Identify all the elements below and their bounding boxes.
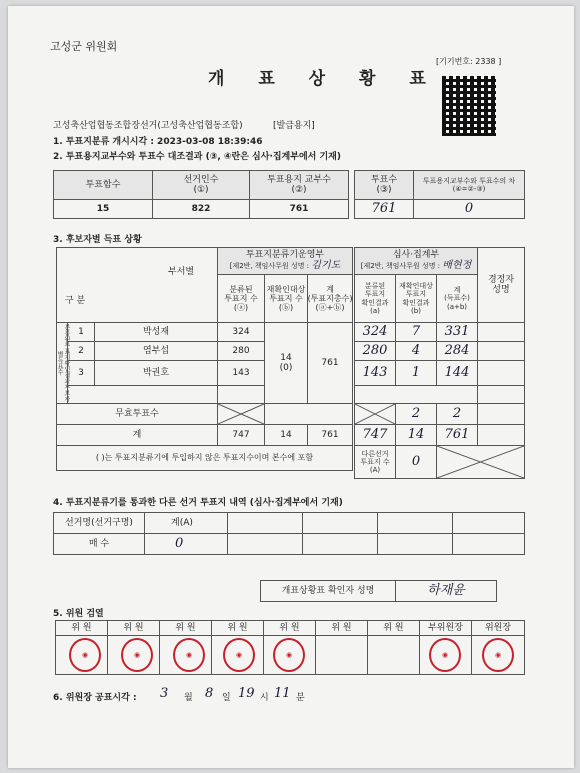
section-4-label: 4. 투표지분류기를 통과한 다른 선거 투표지 내역 (심사·집계부에서 기재): [53, 498, 343, 508]
s3-total-sorted: 747: [217, 424, 265, 446]
s5-header-6: 위 원: [315, 620, 368, 636]
s4-row1-col4: [302, 512, 378, 534]
s2-value-boxes: 15: [53, 199, 153, 219]
s3-review-title: 심사·집계부: [392, 250, 440, 261]
page-title: 개 표 상 황 표: [208, 69, 440, 89]
s4-row1-col5: [377, 512, 453, 534]
s3-other-cross: [436, 445, 525, 479]
seal-stamp-2: ◉: [121, 638, 153, 672]
s3-machine-signer: 김기도: [311, 260, 341, 272]
review-invalid-total: 2: [436, 403, 478, 425]
s3-invalid-label: 무효투표수: [56, 403, 218, 425]
s3-other-label: 다른선거 투표지 수 (A): [354, 445, 396, 479]
s3-other-hand: 0: [395, 445, 437, 479]
announce-month: 월: [184, 693, 193, 703]
s3-col-check-b: 재확인대상 투표지 확인결과 (b): [395, 274, 437, 323]
s4-row1-col3: [227, 512, 303, 534]
cross-mark-icon: [355, 404, 395, 424]
cand-3-hand-a: 143: [354, 360, 396, 386]
s3-col-check-total: 계 (득표수) (a+b): [436, 274, 478, 323]
s5-header-9: 위원장: [471, 620, 525, 636]
cand-3-hand-total: 144: [436, 360, 478, 386]
cand-1-hand-a: 324: [354, 322, 396, 342]
cand-2-name: 염부섭: [94, 341, 218, 361]
s2-value-issued: 761: [249, 199, 349, 219]
cand-1-no: 1: [67, 322, 95, 342]
cand-1-hand-b: 7: [395, 322, 437, 342]
s3-review-header: [354, 247, 478, 275]
announce-minute-hand: 11: [274, 686, 291, 701]
seal-stamp-9: ◉: [482, 638, 514, 672]
s4-row2-col6: [452, 533, 525, 555]
s5-header-4: 위 원: [211, 620, 264, 636]
s2-hand-diff: 0: [413, 199, 525, 219]
cand-1-name: 박성재: [94, 322, 218, 342]
s3-machine-header: [217, 247, 353, 275]
s3-total-reconfirm: 14: [264, 424, 308, 446]
s2-header-electors: 선거인수 (①): [152, 170, 250, 200]
section-5-label: 5. 위원 검열: [53, 609, 104, 619]
s3-total-total: 761: [307, 424, 353, 446]
s3-side-label: 분류된투표지확인결과후보자별득표수: [56, 324, 70, 402]
s2-header-boxes: 투표함수: [53, 170, 153, 200]
s3-group-header: 부서별: [168, 267, 195, 277]
s3-machine-total: 761: [307, 322, 353, 404]
cand-3-hand-b: 1: [395, 360, 437, 386]
s3-col-reconfirm: 재확인대상 투표지 수 (ⓑ): [264, 274, 308, 323]
review-invalid-cross: [354, 403, 396, 425]
s5-seal-cell-7: [367, 635, 420, 675]
s4-row1-col6: [452, 512, 525, 534]
s3-col-sorted: 분류된 투표지 수 (ⓐ): [217, 274, 265, 323]
section-6-label: 6. 위원장 공표시각 :: [53, 693, 137, 703]
qr-code: [442, 76, 496, 136]
seal-stamp-4: ◉: [223, 638, 255, 672]
s3-col-total: 계 (투표지총수) (ⓐ+ⓑ): [307, 274, 353, 323]
cand-2-hand-b: 4: [395, 341, 437, 361]
confirm-hand: 하재윤: [395, 580, 497, 602]
cross-mark-icon: [218, 404, 264, 424]
issue-label: [발급용지]: [273, 121, 315, 131]
s3-machine-sub: [230, 260, 341, 272]
section-2-label: 2. 투표용지교부수와 투표수 대조결과 (③, ④란은 심사·집계부에서 기재): [53, 152, 341, 162]
cand-1-margin: [477, 322, 525, 342]
s3-invalid-cross: [217, 403, 265, 425]
cand-2-no: 2: [67, 341, 95, 361]
s4-row2-label: 매 수: [53, 533, 145, 555]
s5-header-7: 위 원: [367, 620, 420, 636]
s2-hand-votes: 761: [354, 199, 414, 219]
s5-header-3: 위 원: [159, 620, 212, 636]
election-name: 고성축산업협동조합장선거(고성축산업협동조합): [53, 121, 243, 131]
cand-3-margin: [477, 360, 525, 386]
s4-row1-value: 계(A): [144, 512, 228, 534]
s3-col-check-a: 분류된 투표지 확인결과 (a): [354, 274, 396, 323]
announce-minute: 분: [296, 693, 305, 703]
document-page: [8, 6, 574, 768]
announce-day: 일: [222, 693, 231, 703]
review-blank-margin: [477, 385, 525, 404]
s3-review-sub-text: [제2반, 책임사무원 성명 :: [360, 262, 441, 271]
s5-header-8: 부위원장: [419, 620, 472, 636]
s3-machine-sub-text: [제2반, 책임사무원 성명 :: [229, 262, 310, 271]
seal-stamp-1: ◉: [69, 638, 101, 672]
cand-3-sorted: 143: [217, 360, 265, 386]
s5-header-2: 위 원: [107, 620, 160, 636]
s3-col-margin: 경정자 성명: [477, 247, 525, 323]
cand-1-hand-total: 331: [436, 322, 478, 342]
seal-stamp-8: ◉: [429, 638, 461, 672]
seal-stamp-5: ◉: [273, 638, 305, 672]
announce-hour: 시: [260, 693, 269, 703]
s2-header-diff: 투표용지교부수와 투표수의 차 (④=②-③): [413, 170, 525, 200]
s3-note: ( )는 투표지분류기에 투입하지 않은 투표지수이며 본수에 포함: [56, 445, 353, 471]
announce-day-hand: 8: [205, 686, 214, 701]
s3-reconfirm-value: 14 (0): [264, 322, 308, 404]
s3-invalid-blank: [264, 403, 353, 425]
section-1-label: 1. 투표지분류 개시시각 : 2023-03-08 18:39:46: [53, 137, 263, 147]
s3-review-sub: [361, 260, 472, 272]
review-total-a: 747: [354, 424, 396, 446]
serial-number: [기기번호: 2338 ]: [436, 57, 502, 66]
confirm-label: 개표상황표 확인자 성명: [260, 580, 396, 602]
s2-header-issued: 투표용지 교부수 (②): [249, 170, 349, 200]
cand-3-no: 3: [67, 360, 95, 386]
s3-machine-title: 투표지분류기운영부: [245, 250, 325, 261]
review-total-margin: [477, 424, 525, 446]
s5-seal-cell-6: [315, 635, 368, 675]
review-invalid-b: 2: [395, 403, 437, 425]
review-total-total: 761: [436, 424, 478, 446]
s4-row2-hand: 0: [144, 533, 228, 555]
s4-row1-label: 선거명(선거구명): [53, 512, 145, 534]
cand-2-margin: [477, 341, 525, 361]
s4-row2-col4: [302, 533, 378, 555]
announce-hour-hand: 19: [238, 686, 255, 701]
s2-value-electors: 822: [152, 199, 250, 219]
announce-month-hand: 3: [160, 686, 169, 701]
s5-header-5: 위 원: [263, 620, 316, 636]
cand-2-sorted: 280: [217, 341, 265, 361]
cand-1-sorted: 324: [217, 322, 265, 342]
org-name: 고성군 위원회: [50, 40, 118, 53]
s3-row-header: 구 분: [56, 247, 218, 323]
review-total-b: 14: [395, 424, 437, 446]
cand-2-hand-a: 280: [354, 341, 396, 361]
cand-blank-row: [67, 385, 218, 404]
s4-row2-col5: [377, 533, 453, 555]
s5-header-1: 위 원: [55, 620, 108, 636]
s3-total-label: 계: [56, 424, 218, 446]
seal-stamp-3: ◉: [173, 638, 205, 672]
s4-row2-col3: [227, 533, 303, 555]
s2-header-votes: 투표수 (③): [354, 170, 414, 200]
cand-blank-sorted: [217, 385, 265, 404]
cross-mark-icon: [437, 446, 524, 478]
review-invalid-margin: [477, 403, 525, 425]
review-blank-row: [354, 385, 478, 404]
cand-2-hand-total: 284: [436, 341, 478, 361]
cand-3-name: 박권호: [94, 360, 218, 386]
s3-review-signer: 배현정: [442, 260, 472, 272]
section-3-label: 3. 후보자별 득표 상황: [53, 235, 142, 245]
